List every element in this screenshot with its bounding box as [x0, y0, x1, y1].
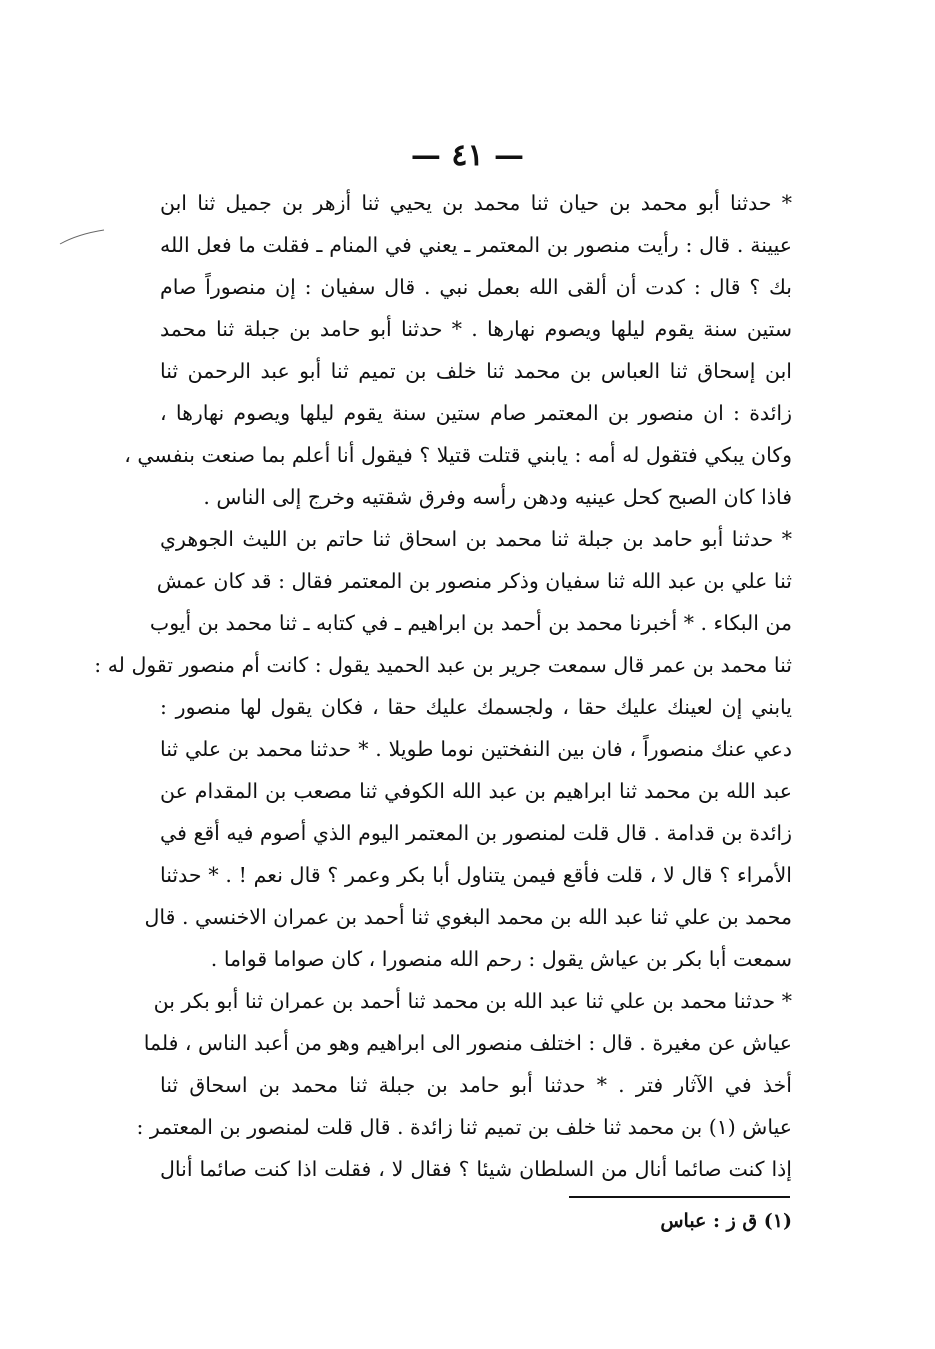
- body-text: [94, 182, 792, 1190]
- footnote-divider: [569, 1196, 790, 1198]
- text-line: أخذ في الآثار فتر . * حدثنا أبو حامد بن جبلة ثنا محمد بن اسحاق ثنا: [160, 1073, 792, 1097]
- text-line: بك ؟ قال : كدت أن ألقى الله بعمل نبي . قال سفيان : إن منصوراً صام: [160, 275, 792, 299]
- text-line: سمعت أبا بكر بن عياش يقول : رحم الله منصورا ، كان صواما قواما .: [210, 947, 792, 971]
- text-line: إذا كنت صائما أنال من السلطان شيئا ؟ فقال لا ، فقلت اذا كنت صائما أنال: [160, 1157, 792, 1181]
- text-line: زائدة بن قدامة . قال قلت لمنصور بن المعتمر اليوم الذي أصوم فيه أقع في: [160, 821, 792, 845]
- text-line: يابني إن لعينك عليك حقا ، ولجسمك عليك حقا ، فكان يقول لها منصور :: [160, 695, 792, 719]
- text-line: وكان يبكي فتقول له أمه : يابني قتلت قتيلا ؟ فيقول أنا أعلم بما صنعت بنفسي ،: [124, 443, 792, 467]
- text-line: من البكاء . * أخبرنا محمد بن أحمد بن ابراهيم ـ في كتابه ـ ثنا محمد بن أيوب: [149, 611, 792, 635]
- footnote: (١) ق ز : عباس: [660, 1210, 792, 1232]
- text-line: * حدثنا أبو محمد بن حيان ثنا محمد بن يحيي ثنا أزهر بن جميل ثنا ابن: [160, 191, 792, 215]
- text-line: الأمراء ؟ قال لا ، قلت فأقع فيمن يتناول أبا بكر وعمر ؟ قال نعم ! . * حدثنا: [160, 863, 792, 887]
- text-line: دعي عنك منصوراً ، فان بين النفختين نوما طويلا . * حدثنا محمد بن علي ثنا: [160, 737, 792, 761]
- text-line: ثنا محمد بن عمر قال سمعت جرير بن عبد الحميد يقول : كانت أم منصور تقول له :: [94, 653, 792, 677]
- text-line: ثنا علي بن عبد الله ثنا سفيان وذكر منصور بن المعتمر فقال : قد كان عمش: [156, 569, 792, 593]
- text-line: عياش عن مغيرة . قال : اختلف منصور الى ابراهيم وهو من أعبد الناس ، فلما: [143, 1031, 792, 1055]
- text-line: * حدثنا أبو حامد بن جبلة ثنا محمد بن اسحاق ثنا حاتم بن الليث الجوهري: [160, 527, 792, 551]
- text-line: عبد الله بن محمد ثنا ابراهيم بن عبد الله الكوفي ثنا مصعب بن المقدام عن: [160, 779, 792, 803]
- text-line: ستين سنة يقوم ليلها ويصوم نهارها . * حدثنا أبو حامد بن جبلة ثنا محمد: [160, 317, 792, 341]
- text-line: محمد بن علي ثنا عبد الله بن محمد البغوي ثنا أحمد بن عمران الاخنسي . قال: [144, 905, 792, 929]
- margin-scratch-mark: [58, 226, 108, 250]
- text-line: عيينة . قال : رأيت منصور بن المعتمر ـ يعني في المنام ـ فقلت ما فعل الله: [160, 233, 792, 257]
- page-number: — ٤١ —: [410, 138, 525, 173]
- text-line: ابن إسحاق ثنا العباس بن محمد ثنا خلف بن تميم ثنا أبو عبد الرحمن ثنا: [160, 359, 792, 383]
- text-line: زائدة : ان منصور بن المعتمر صام ستين سنة يقوم ليلها ويصوم نهارها ،: [160, 401, 792, 425]
- text-line: عياش (١) بن محمد ثنا خلف بن تميم ثنا زائدة . قال قلت لمنصور بن المعتمر :: [136, 1115, 792, 1139]
- text-line: فاذا كان الصبح كحل عينيه ودهن رأسه وفرق شقتيه وخرج إلى الناس .: [203, 485, 792, 509]
- text-line: * حدثنا محمد بن علي ثنا عبد الله بن محمد ثنا أحمد بن عمران ثنا أبو بكر بن: [153, 989, 792, 1013]
